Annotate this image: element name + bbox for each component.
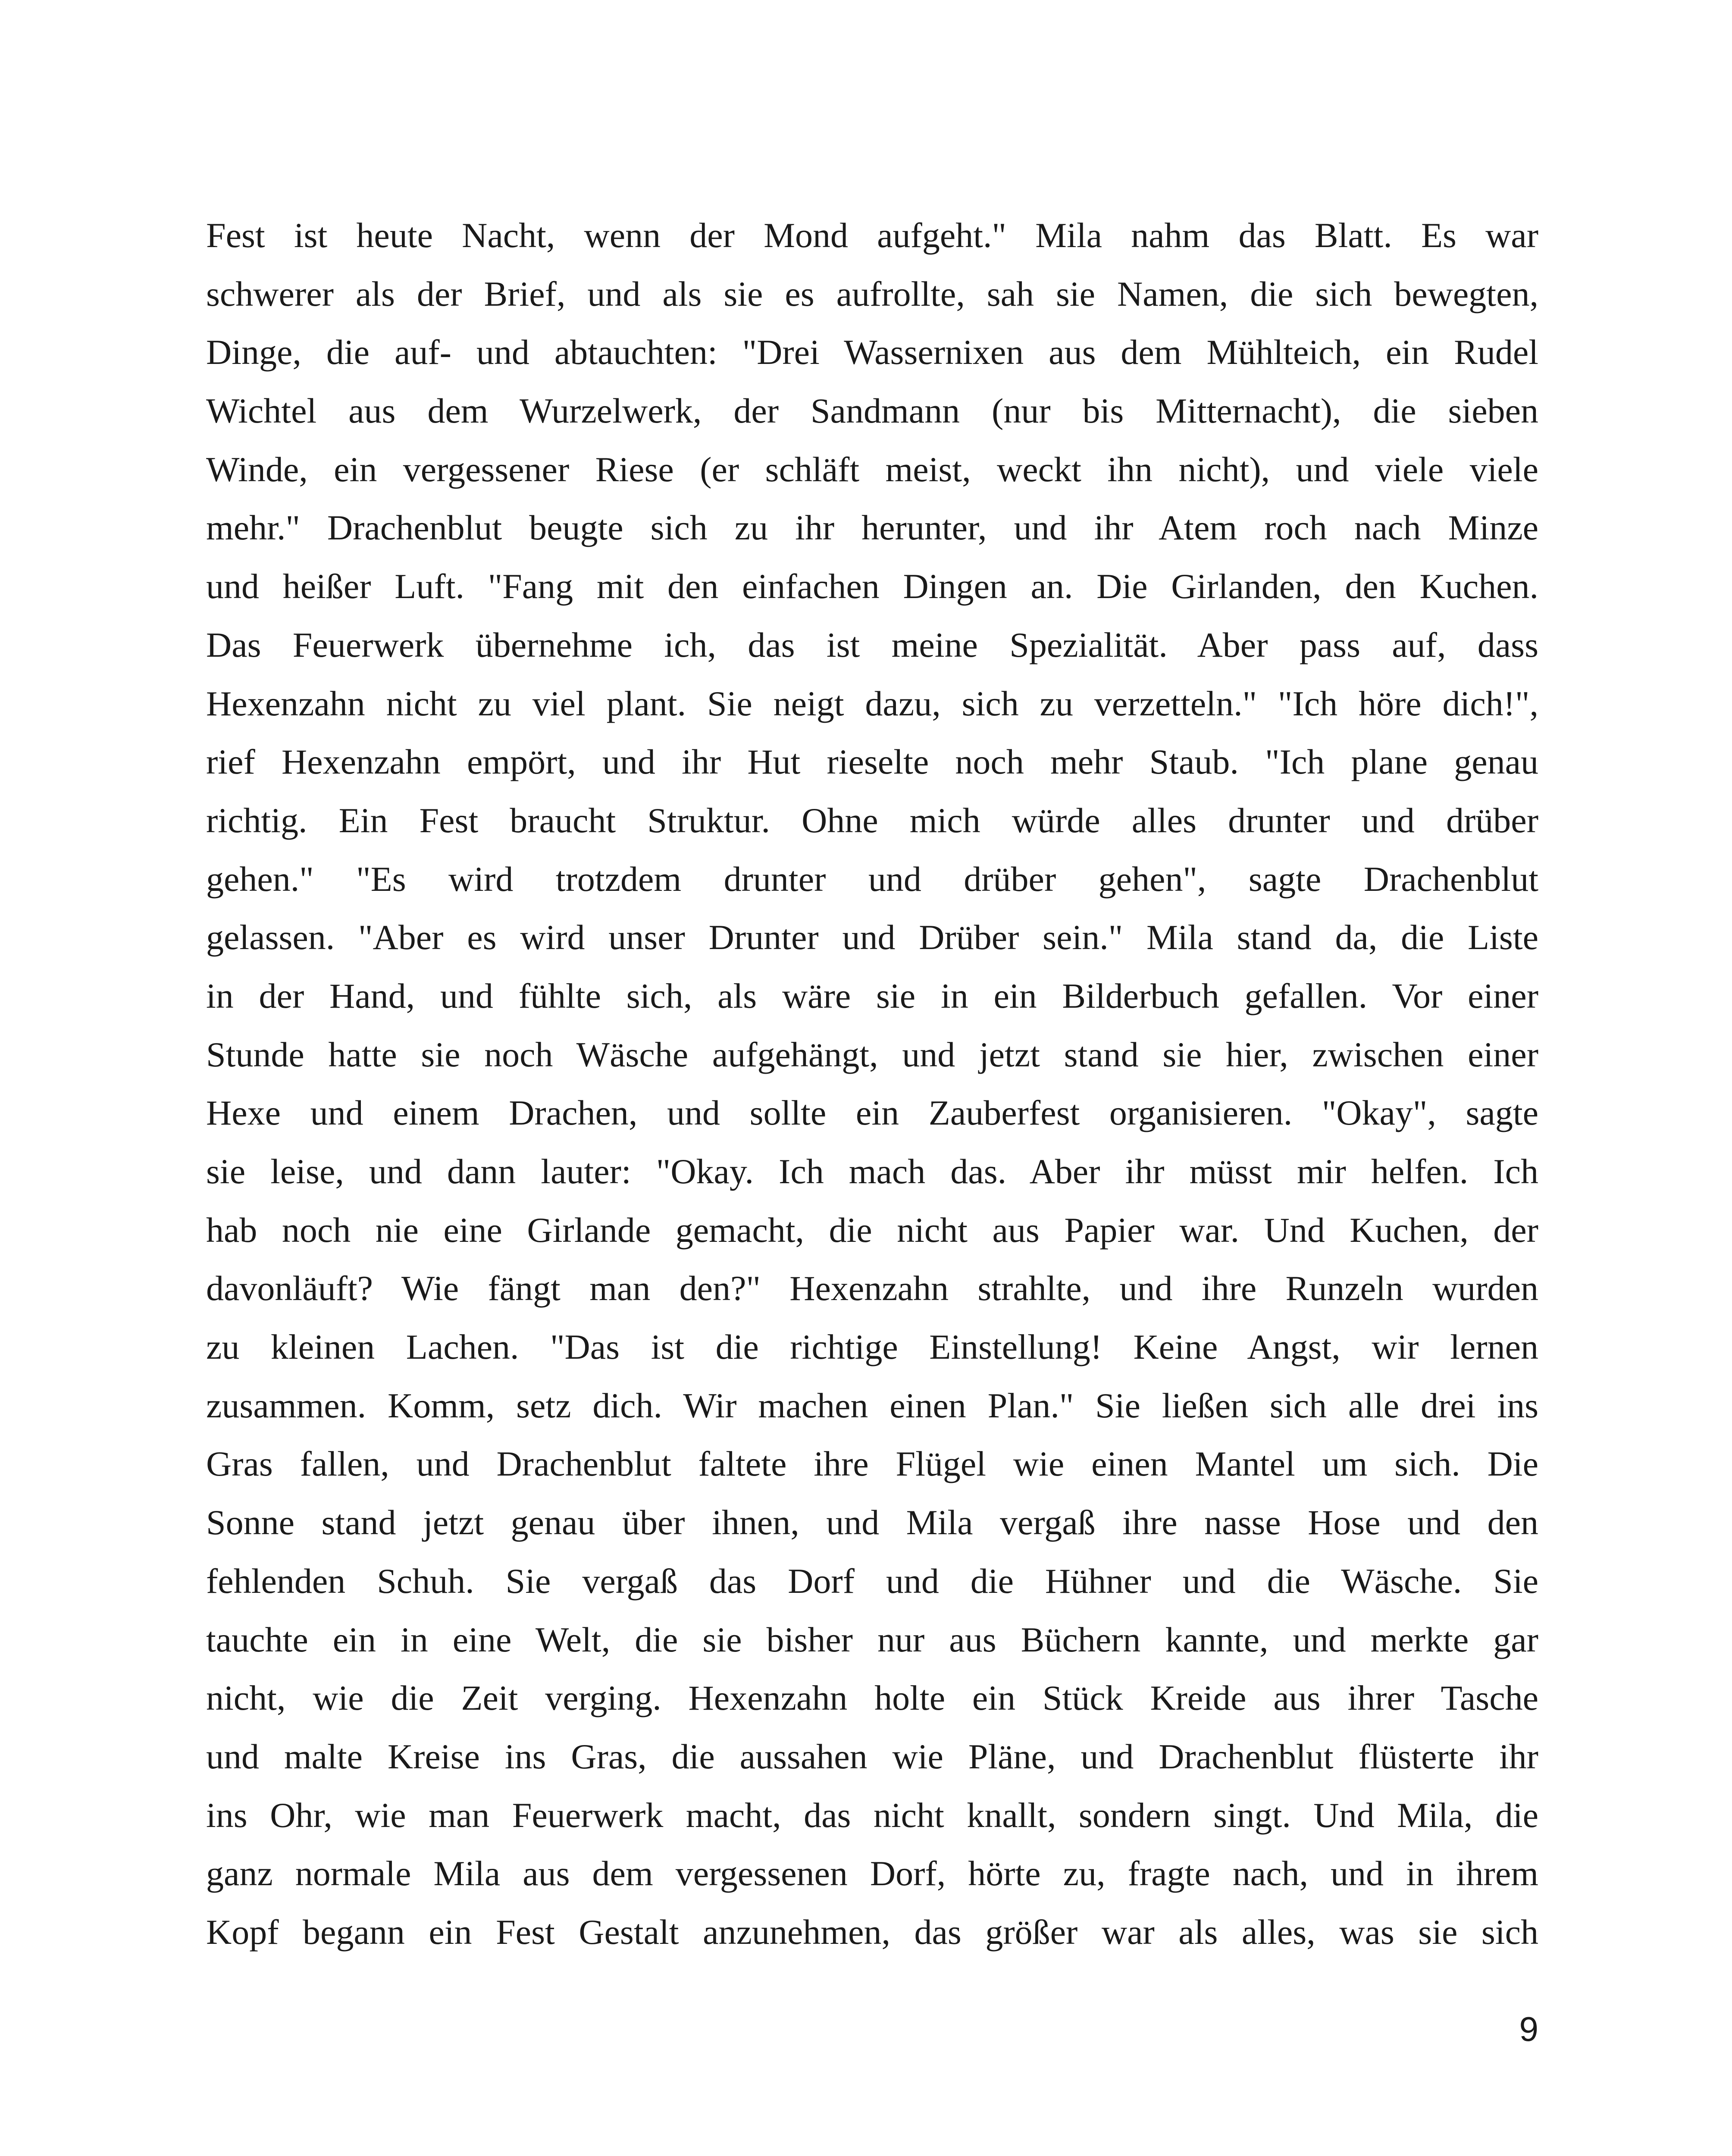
text-line: sie leise, und dann lauter: "Okay. Ich mach das. Aber ihr müsst mir helfen. Ich [206,1152,1538,1191]
text-line: nicht, wie die Zeit verging. Hexenzahn holte ein Stück Kreide aus ihrer Tasche [206,1678,1538,1718]
text-line: und heißer Luft. "Fang mit den einfachen Dingen an. Die Girlanden, den Kuchen. [206,567,1538,606]
text-line: Hexe und einem Drachen, und sollte ein Zauberfest organisieren. "Okay", sagte [206,1093,1538,1133]
text-line: gehen." "Es wird trotzdem drunter und drüber gehen", sagte Drachenblut [206,859,1538,899]
text-line: gelassen. "Aber es wird unser Drunter und Drüber sein." Mila stand da, die Liste [206,918,1538,957]
text-line: Das Feuerwerk übernehme ich, das ist meine Spezialität. Aber pass auf, dass [206,625,1538,664]
text-line: Gras fallen, und Drachenblut faltete ihre Flügel wie einen Mantel um sich. Die [206,1444,1538,1484]
text-line: tauchte ein in eine Welt, die sie bisher nur aus Büchern kannte, und merkte gar [206,1620,1538,1659]
text-line: rief Hexenzahn empört, und ihr Hut rieselte noch mehr Staub. "Ich plane genau [206,742,1538,782]
text-line: Wichtel aus dem Wurzelwerk, der Sandmann (nur bis Mitternacht), die sieben [206,391,1538,431]
text-line: Fest ist heute Nacht, wenn der Mond aufgeht." Mila nahm das Blatt. Es war [206,216,1538,255]
text-line: mehr." Drachenblut beugte sich zu ihr herunter, und ihr Atem roch nach Minze [206,508,1538,548]
text-line: zusammen. Komm, setz dich. Wir machen einen Plan." Sie ließen sich alle drei ins [206,1385,1538,1425]
text-line: richtig. Ein Fest braucht Struktur. Ohne mich würde alles drunter und drüber [206,800,1538,840]
text-line: Hexenzahn nicht zu viel plant. Sie neigt dazu, sich zu verzetteln." "Ich höre dich!", [206,683,1538,723]
text-line: zu kleinen Lachen. "Das ist die richtige Einstellung! Keine Angst, wir lernen [206,1327,1538,1367]
text-line: und malte Kreise ins Gras, die aussahen wie Pläne, und Drachenblut flüsterte ihr [206,1736,1538,1776]
text-line: Stunde hatte sie noch Wäsche aufgehängt, und jetzt stand sie hier, zwischen einer [206,1034,1538,1074]
text-line: davonläuft? Wie fängt man den?" Hexenzahn strahlte, und ihre Runzeln wurden [206,1269,1538,1308]
text-line: ganz normale Mila aus dem vergessenen Dorf, hörte zu, fragte nach, und in ihrem [206,1854,1538,1893]
page-number: 9 [1519,2010,1538,2048]
text-line: Winde, ein vergessener Riese (er schläft meist, weckt ihn nicht), und viele viele [206,449,1538,489]
text-line: ins Ohr, wie man Feuerwerk macht, das nicht knallt, sondern singt. Und Mila, die [206,1795,1538,1835]
text-line: hab noch nie eine Girlande gemacht, die nicht aus Papier war. Und Kuchen, der [206,1210,1538,1250]
text-line: in der Hand, und fühlte sich, als wäre sie in ein Bilderbuch gefallen. Vor einer [206,976,1538,1015]
body-text [206,206,1538,1962]
text-line: Dinge, die auf- und abtauchten: "Drei Wassernixen aus dem Mühlteich, ein Rudel [206,332,1538,372]
text-line: schwerer als der Brief, und als sie es aufrollte, sah sie Namen, die sich bewegten, [206,274,1538,313]
text-line: Sonne stand jetzt genau über ihnen, und Mila vergaß ihre nasse Hose und den [206,1503,1538,1542]
text-line: Kopf begann ein Fest Gestalt anzunehmen, das größer war als alles, was sie sich [206,1912,1538,1952]
text-line: fehlenden Schuh. Sie vergaß das Dorf und die Hühner und die Wäsche. Sie [206,1561,1538,1601]
